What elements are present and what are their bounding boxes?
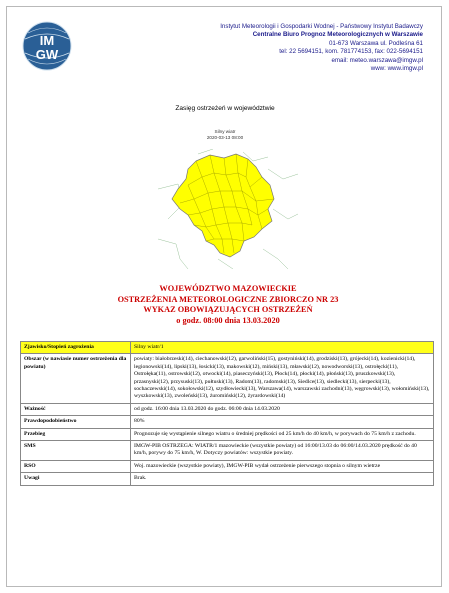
row-value: Brak. — [131, 473, 434, 485]
row-label: Obszar (w nawiasie numer ostrzeżenia dla powiatu) — [21, 354, 131, 403]
website: www: www.imgw.pl — [370, 65, 423, 73]
row-label: Prawdopodobieństwo — [21, 416, 131, 428]
email: email: meteo.warszawa@imgw.pl — [331, 56, 423, 64]
alert-region: WOJEWÓDZTWO MAZOWIECKIE — [159, 284, 297, 293]
map-title: Zasięg ostrzeżeń w województwie — [175, 105, 275, 112]
row-value: 80% — [131, 416, 434, 428]
voivodeship-map — [158, 149, 298, 269]
table-row — [21, 354, 434, 403]
alert-heading — [88, 284, 368, 326]
alert-issue-time: o godz. 08:00 dnia 13.03.2020 — [176, 315, 280, 325]
row-value: IMGW-PIB OSTRZEGA: WIATR/1 mazowieckie (wszystkie powiaty) od 16:00/13.03 do 06:00/14.03.2020 prędkość do 40 km/h, porywy do 75 km/h, W. Dotyczy powiatów: wszystkie powiaty. — [131, 441, 434, 461]
alert-list-title: WYKAZ OBOWIĄZUJĄCYCH OSTRZEŻEŃ — [143, 305, 313, 314]
office-name: Centralne Biuro Prognoz Meteorologicznych w Warszawie — [252, 31, 423, 39]
row-value: Silny wiatr/1 — [131, 342, 434, 354]
warning-details-table — [20, 341, 434, 486]
address: 01-673 Warszawa ul. Podleśna 61 — [328, 39, 423, 47]
table-row — [21, 428, 434, 440]
row-label: Zjawisko/Stopień zagrożenia — [21, 342, 131, 354]
row-label: RSO — [21, 460, 131, 472]
row-value: Prognozuje się wystąpienie silnego wiatru o średniej prędkości od 25 km/h do 40 km/h, w porywach do 75 km/h z zachodu. — [131, 428, 434, 440]
map-subtitle: Silny wiatr — [214, 129, 236, 134]
row-label: Przebieg — [21, 428, 131, 440]
logo-text-top: IM — [39, 33, 55, 48]
phone: tel: 22 5694151, kom. 781774153, fax: 022-5694151 — [279, 48, 423, 56]
table-row — [21, 460, 434, 472]
row-value: powiaty: białobrzeski(14), ciechanowski(12), garwoliński(15), gostyniński(14), grodziski(13), grójecki(14), kozienicki(14), legionowski(14), lipski(13), łosicki(13), makowski(12), miński(13), mławski(12), nowodworski(13), ostrołęcki(11), Ostrołęka(11), ostrowski(12), otwocki(14), piaseczyński(13), Płock(14), płocki(14), płoński(13), pruszkowski(13), przasnyski(12), przysuski(13), pułtuski(13), Radom(13), radomski(13), Siedlce(13), siedlecki(13), sierpecki(13), sochaczewski(14), sokołowski(12), szydłowiecki(13), Warszawa(14), warszawski zachodni(13), węgrowski(13), wołomiński(13), wyszkowski(13), zwoleński(13), żuromiński(12), żyrardowski(14) — [131, 354, 434, 403]
table-row — [21, 403, 434, 415]
mazowieckie-region — [172, 154, 274, 257]
warning-document — [6, 6, 442, 587]
table-row — [21, 342, 434, 354]
row-label: Uwagi — [21, 473, 131, 485]
logo-text-bottom: GW — [35, 47, 59, 62]
table-row — [21, 416, 434, 428]
imgw-logo-icon — [22, 21, 72, 71]
institute-header — [123, 23, 423, 73]
map-datetime: 2020-03-13 08:00 — [206, 135, 244, 140]
alert-number: OSTRZEŻENIA METEOROLOGICZNE ZBIORCZO NR 23 — [117, 294, 339, 304]
row-label: Ważność — [21, 403, 131, 415]
institute-name: Instytut Meteorologii i Gospodarki Wodnej - Państwowy Instytut Badawczy — [220, 23, 423, 30]
table-row — [21, 473, 434, 485]
row-label: SMS — [21, 441, 131, 461]
table-row — [21, 441, 434, 461]
row-value: Woj. mazowieckie (wszystkie powiaty), IMGW-PIB wydał ostrzeżenie pierwszego stopnia o silnym wietrze — [131, 460, 434, 472]
row-value: od godz. 16:00 dnia 13.03.2020 do godz. 06:00 dnia 14.03.2020 — [131, 403, 434, 415]
